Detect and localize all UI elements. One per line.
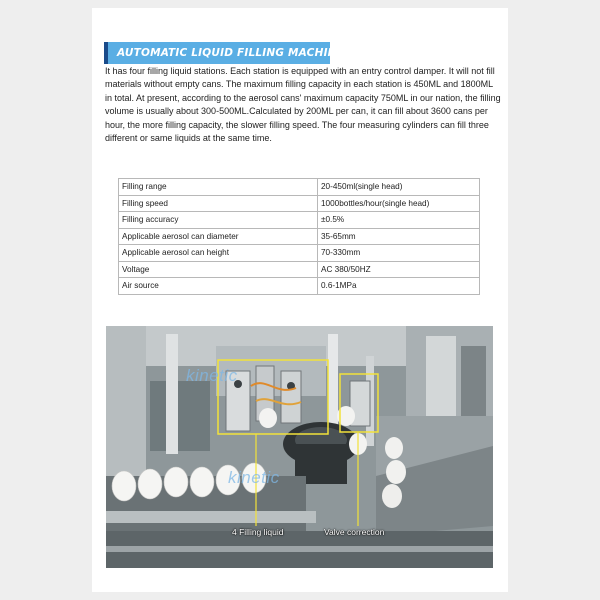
spec-label: Filling range (119, 179, 318, 196)
spec-label: Applicable aerosol can height (119, 245, 318, 262)
heading-accent-stripe (104, 42, 108, 64)
spec-value: 35-65mm (318, 228, 480, 245)
spec-label: Applicable aerosol can diameter (119, 228, 318, 245)
spec-row (119, 278, 480, 295)
spec-value: AC 380/50HZ (318, 261, 480, 278)
spec-value: ±0.5% (318, 212, 480, 229)
spec-label: Voltage (119, 261, 318, 278)
spec-label: Filling accuracy (119, 212, 318, 229)
caption-valve-correction: Valve correction (324, 527, 385, 537)
spec-row (119, 212, 480, 229)
spec-value: 20-450ml(single head) (318, 179, 480, 196)
machine-photo (106, 326, 493, 568)
spec-label: Filling speed (119, 195, 318, 212)
spec-row (119, 245, 480, 262)
spec-value: 70-330mm (318, 245, 480, 262)
watermark-text: kinetic (228, 468, 280, 487)
caption-filling-liquid: 4 Filling liquid (232, 527, 284, 537)
spec-value: 0.6-1MPa (318, 278, 480, 295)
section-heading (104, 42, 349, 64)
machine-illustration (106, 326, 493, 568)
heading-title: AUTOMATIC LIQUID FILLING MACHINE: (117, 47, 349, 59)
spec-row (119, 179, 480, 196)
spec-row (119, 228, 480, 245)
document-page (92, 8, 508, 592)
spec-table (118, 178, 480, 295)
watermark-text: kinetic (186, 366, 238, 385)
spec-value: 1000bottles/hour(single head) (318, 195, 480, 212)
intro-paragraph: It has four filling liquid stations. Each station is equipped with an entry control damper. It will not fill materials without empty cans. The maximum filling capacity in each station is 450ML and 1800ML in total. At present, according to the aerosol cans' maximum capacity 750ML in our nation, the filling volume is usually about 300-500ML.Calculated by 200ML per can, it can fill about 3600 cans per hour, the more filling capacity, the slower filling speed. The four measuring cylinders can fill three different or same liquids at the same time. (105, 66, 501, 144)
spec-label: Air source (119, 278, 318, 295)
spec-row (119, 195, 480, 212)
spec-row (119, 261, 480, 278)
